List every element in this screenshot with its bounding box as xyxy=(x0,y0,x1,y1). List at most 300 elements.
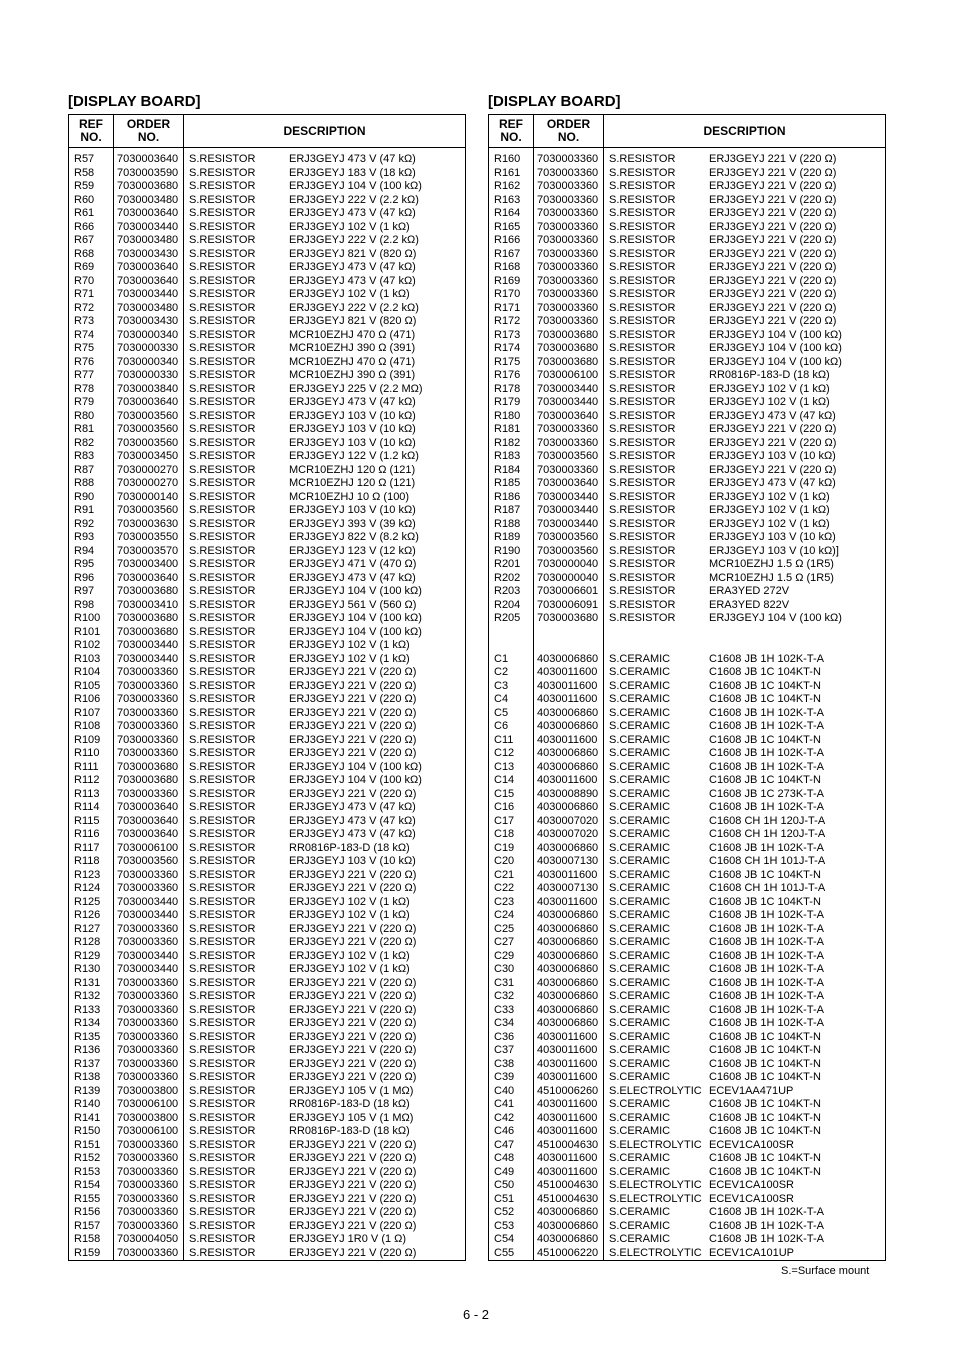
ref-no-cell: R186 xyxy=(494,490,521,503)
ref-no-cell: R152 xyxy=(74,1152,101,1164)
part-number: ERJ3GEYJ 221 V (220 Ω) xyxy=(709,166,837,179)
part-number: ERJ3GEYJ 221 V (220 Ω) xyxy=(709,180,837,192)
part-type: S.RESISTOR xyxy=(189,733,256,746)
part-number: C1608 JB 1H 102K-T-A xyxy=(709,841,824,854)
order-no-cell: 7030003680 xyxy=(537,612,599,624)
section-title: [DISPLAY BOARD] xyxy=(488,93,621,110)
description-cell xyxy=(184,1179,465,1193)
order-no-cell: 7030003680 xyxy=(117,625,179,638)
ref-no-cell: R181 xyxy=(494,423,521,435)
part-number: ERJ3GEYJ 102 V (1 kΩ) xyxy=(709,517,830,530)
part-type: S.RESISTOR xyxy=(189,963,256,975)
part-number: ERJ3GEYJ 221 V (220 Ω) xyxy=(289,1138,417,1151)
part-type: S.CERAMIC xyxy=(609,814,671,827)
description-cell xyxy=(184,1004,465,1018)
description-cell xyxy=(184,896,465,910)
order-no-cell: 7030000040 xyxy=(537,558,599,570)
part-number: ERJ3GEYJ 105 V (1 MΩ) xyxy=(289,1084,414,1097)
part-number: ERJ3GEYJ 221 V (220 Ω) xyxy=(289,922,417,935)
ref-no-cell: R83 xyxy=(74,450,95,462)
description-cell xyxy=(184,828,465,842)
part-number: ERJ3GEYJ 221 V (220 Ω) xyxy=(709,436,837,449)
part-number: ERJ3GEYJ 183 V (18 kΩ) xyxy=(289,166,416,179)
part-number: ERJ3GEYJ 393 V (39 kΩ) xyxy=(289,517,416,530)
description-cell xyxy=(184,1152,465,1166)
description-cell xyxy=(184,1206,465,1220)
part-number: C1608 JB 1H 102K-T-A xyxy=(709,976,824,989)
part-number: ERJ3GEYJ 104 V (100 kΩ) xyxy=(709,612,842,624)
part-number: ERJ3GEYJ 221 V (220 Ω) xyxy=(289,990,417,1002)
ref-no-cell: R70 xyxy=(74,274,95,287)
part-number: ERJ3GEYJ 225 V (2.2 MΩ) xyxy=(289,382,423,395)
order-no-cell: 4030006860 xyxy=(537,963,599,975)
order-no-cell xyxy=(537,626,603,640)
order-no-cell: 7030003360 xyxy=(537,207,599,219)
page-number: 6 - 2 xyxy=(463,1307,490,1322)
description-cell xyxy=(604,531,885,545)
part-type: S.RESISTOR xyxy=(189,288,256,300)
description-cell xyxy=(184,180,465,194)
ref-no-cell: R172 xyxy=(494,315,521,327)
ref-no-cell: C33 xyxy=(494,1003,515,1016)
part-type: S.RESISTOR xyxy=(189,544,256,557)
ref-no-cell: R160 xyxy=(494,153,521,165)
description-cell xyxy=(184,707,465,721)
ref-no-cell: R118 xyxy=(74,855,100,867)
part-type: S.RESISTOR xyxy=(609,261,676,273)
part-number: ERJ3GEYJ 221 V (220 Ω) xyxy=(289,1017,417,1029)
ref-no-cell: C11 xyxy=(494,733,514,746)
part-type: S.RESISTOR xyxy=(609,396,676,408)
part-type: S.CERAMIC xyxy=(609,841,671,854)
parts-table xyxy=(68,114,466,1261)
order-no-cell: 7030003360 xyxy=(117,1206,179,1218)
section-title: [DISPLAY BOARD] xyxy=(68,93,201,110)
ref-no-cell: R131 xyxy=(74,976,101,989)
description-cell xyxy=(604,909,885,923)
description-cell xyxy=(184,167,465,181)
order-no-cell: 7030006100 xyxy=(117,1098,179,1110)
ref-no-cell: R100 xyxy=(74,612,101,624)
ref-no-cell xyxy=(494,639,533,653)
description-cell xyxy=(184,761,465,775)
ref-no-cell: R129 xyxy=(74,949,101,962)
ref-no-cell: C32 xyxy=(494,990,515,1002)
order-no-cell: 4030007130 xyxy=(537,855,599,867)
ref-no-cell: R133 xyxy=(74,1003,101,1016)
ref-no-cell: R130 xyxy=(74,963,101,975)
part-number: MCR10EZHJ 10 Ω (100) xyxy=(289,490,410,503)
order-no-cell: 4030006860 xyxy=(537,990,599,1002)
description-cell xyxy=(184,450,465,464)
part-type: S.CERAMIC xyxy=(609,1098,671,1110)
description-cell xyxy=(604,923,885,937)
part-number: ERJ3GEYJ 103 V (10 kΩ) xyxy=(289,436,416,449)
ref-no-cell: C24 xyxy=(494,909,515,921)
order-no-cell: 7030003440 xyxy=(117,220,179,233)
part-number: ERJ3GEYJ 473 V (47 kΩ) xyxy=(289,801,416,813)
part-type: S.CERAMIC xyxy=(609,1111,671,1124)
part-type: S.CERAMIC xyxy=(609,1152,671,1164)
description-cell xyxy=(604,612,885,626)
part-number: C1608 JB 1H 102K-T-A xyxy=(709,1206,824,1218)
description-cell xyxy=(184,1017,465,1031)
description-column xyxy=(184,148,466,1261)
order-no-cell: 7030003430 xyxy=(117,247,179,260)
description-cell xyxy=(604,936,885,950)
ref-no-cell: R126 xyxy=(74,909,101,921)
part-type: S.RESISTOR xyxy=(189,841,256,854)
part-number: ECEV1CA100SR xyxy=(709,1192,794,1205)
description-cell xyxy=(184,329,465,343)
part-type: S.ELECTROLYTIC xyxy=(609,1192,702,1205)
part-type: S.CERAMIC xyxy=(609,774,671,786)
part-number: ERJ3GEYJ 1R0 V (1 Ω) xyxy=(289,1233,407,1245)
part-number: ECEV1CA101UP xyxy=(709,1246,794,1259)
part-type: S.CERAMIC xyxy=(609,1030,671,1043)
description-cell xyxy=(184,531,465,545)
order-no-header: ORDER NO. xyxy=(114,115,184,148)
ref-no-cell: R60 xyxy=(74,193,95,206)
ref-no-cell: R74 xyxy=(74,328,95,341)
ref-no-cell: R112 xyxy=(74,774,100,786)
ref-no-cell: C20 xyxy=(494,855,515,867)
part-number: ERJ3GEYJ 122 V (1.2 kΩ) xyxy=(289,450,419,462)
ref-no-cell: R171 xyxy=(494,301,521,314)
order-no-cell: 4030006860 xyxy=(537,801,599,813)
part-type: S.RESISTOR xyxy=(189,625,256,638)
description-cell xyxy=(604,342,885,356)
ref-no-cell: C22 xyxy=(494,882,515,894)
order-no-cell: 4030006860 xyxy=(537,747,599,759)
description-header: DESCRIPTION xyxy=(604,115,886,148)
ref-no-cell: R82 xyxy=(74,436,95,449)
ref-no-cell: R96 xyxy=(74,571,95,584)
part-number: ERJ3GEYJ 221 V (220 Ω) xyxy=(709,220,837,233)
order-no-cell: 7030000340 xyxy=(117,328,179,341)
description-cell xyxy=(184,383,465,397)
ref-no-cell: R91 xyxy=(74,504,95,516)
order-no-cell: 7030003360 xyxy=(537,274,599,287)
description-cell xyxy=(184,1044,465,1058)
part-number: RR0816P-183-D (18 kΩ) xyxy=(289,1125,410,1137)
part-type: S.RESISTOR xyxy=(609,571,676,584)
ref-no-cell: C30 xyxy=(494,963,515,975)
description-cell xyxy=(604,1071,885,1085)
order-no-cell: 7030003560 xyxy=(537,450,599,462)
part-number: ERJ3GEYJ 104 V (100 kΩ) xyxy=(709,342,842,354)
ref-no-cell: R203 xyxy=(494,585,521,597)
ref-no-cell: R124 xyxy=(74,882,101,894)
ref-no-cell: C14 xyxy=(494,774,515,786)
ref-no-cell: C39 xyxy=(494,1071,515,1083)
description-cell xyxy=(184,275,465,289)
right-parts-section xyxy=(488,92,885,1261)
ref-no-cell: R116 xyxy=(74,828,100,840)
part-type: S.RESISTOR xyxy=(189,504,256,516)
part-type: S.RESISTOR xyxy=(609,598,676,611)
description-cell xyxy=(604,180,885,194)
description-cell xyxy=(604,1031,885,1045)
part-type: S.CERAMIC xyxy=(609,828,671,840)
order-no-cell: 7030003360 xyxy=(117,922,179,935)
ref-no-cell: R155 xyxy=(74,1192,101,1205)
ref-no-cell: R67 xyxy=(74,234,95,246)
part-type: S.RESISTOR xyxy=(609,423,676,435)
order-no-cell: 7030003640 xyxy=(117,261,179,273)
part-number: MCR10EZHJ 470 Ω (471) xyxy=(289,328,416,341)
part-type: S.RESISTOR xyxy=(189,153,256,165)
part-type: S.RESISTOR xyxy=(189,612,256,624)
part-number: ERJ3GEYJ 123 V (12 kΩ) xyxy=(289,544,416,557)
part-type: S.RESISTOR xyxy=(189,517,256,530)
part-number: ERJ3GEYJ 102 V (1 kΩ) xyxy=(709,382,830,395)
description-cell xyxy=(184,491,465,505)
ref-no-cell: C41 xyxy=(494,1098,515,1110)
ref-no-cell: R169 xyxy=(494,274,521,287)
order-no-cell: 7030003560 xyxy=(117,409,179,422)
order-no-cell: 4030011600 xyxy=(537,1165,598,1178)
part-type: S.RESISTOR xyxy=(609,328,676,341)
part-type: S.CERAMIC xyxy=(609,909,671,921)
ref-no-cell: C46 xyxy=(494,1125,515,1137)
part-type: S.RESISTOR xyxy=(189,423,256,435)
order-no-cell: 7030003360 xyxy=(117,747,179,759)
part-type: S.ELECTROLYTIC xyxy=(609,1179,702,1191)
order-no-cell: 7030003560 xyxy=(537,544,599,557)
part-number: ERJ3GEYJ 221 V (220 Ω) xyxy=(289,882,417,894)
order-no-cell: 4030006860 xyxy=(537,1017,599,1029)
description-cell xyxy=(604,990,885,1004)
order-no-cell: 7030000340 xyxy=(117,355,179,368)
ref-no-cell: C29 xyxy=(494,949,515,962)
part-type: S.RESISTOR xyxy=(189,787,256,800)
part-number: ERJ3GEYJ 103 V (10 kΩ) xyxy=(289,423,416,435)
part-type: S.RESISTOR xyxy=(189,1246,256,1259)
order-no-cell: 7030003410 xyxy=(117,598,179,611)
part-type xyxy=(604,639,709,653)
part-type: S.RESISTOR xyxy=(189,895,256,908)
description-cell xyxy=(604,1085,885,1099)
order-no-cell: 7030003640 xyxy=(537,409,599,422)
part-number: ECEV1CA100SR xyxy=(709,1179,794,1191)
description-cell xyxy=(604,882,885,896)
ref-no-cell: R81 xyxy=(74,423,95,435)
ref-no-cell: R80 xyxy=(74,409,95,422)
ref-no-cell: R189 xyxy=(494,531,521,543)
part-number: ERJ3GEYJ 821 V (820 Ω) xyxy=(289,247,417,260)
part-type: S.RESISTOR xyxy=(189,1219,256,1232)
part-type: S.RESISTOR xyxy=(609,342,676,354)
order-no-cell: 7030003680 xyxy=(117,585,179,597)
part-type: S.CERAMIC xyxy=(609,733,671,746)
description-cell xyxy=(604,1058,885,1072)
part-type: S.RESISTOR xyxy=(189,1192,256,1205)
part-type: S.CERAMIC xyxy=(609,666,671,678)
part-type: S.RESISTOR xyxy=(189,639,256,651)
order-no-cell: 7030003640 xyxy=(117,801,179,813)
description-cell xyxy=(604,801,885,815)
description-cell xyxy=(604,761,885,775)
part-number: ERJ3GEYJ 471 V (470 Ω) xyxy=(289,558,417,570)
ref-no-cell: R159 xyxy=(74,1246,101,1259)
order-no-cell: 7030003360 xyxy=(117,1219,179,1232)
ref-no-cell: C52 xyxy=(494,1206,515,1218)
description-cell xyxy=(604,194,885,208)
part-type: S.RESISTOR xyxy=(609,207,676,219)
order-no-cell: 4510004630 xyxy=(537,1192,599,1205)
part-type: S.ELECTROLYTIC xyxy=(609,1084,702,1097)
description-cell xyxy=(604,329,885,343)
description-cell xyxy=(604,1166,885,1180)
part-number: ERJ3GEYJ 104 V (100 kΩ) xyxy=(289,625,422,638)
part-number: C1608 JB 1H 102K-T-A xyxy=(709,652,824,665)
description-cell xyxy=(184,356,465,370)
ref-no-cell: C47 xyxy=(494,1138,515,1151)
part-number: ERJ3GEYJ 473 V (47 kΩ) xyxy=(289,153,416,165)
order-no-cell: 7030003360 xyxy=(117,1246,179,1259)
part-type xyxy=(604,626,709,640)
description-cell xyxy=(604,518,885,532)
part-type: S.RESISTOR xyxy=(609,274,676,287)
order-no-cell xyxy=(537,639,603,653)
ref-no-cell: R101 xyxy=(74,625,101,638)
part-type: S.RESISTOR xyxy=(189,936,256,948)
description-cell xyxy=(604,558,885,572)
ref-no-cell: R182 xyxy=(494,436,521,449)
description-cell xyxy=(604,1139,885,1153)
description-cell xyxy=(184,315,465,329)
part-number: C1608 JB 1C 104KT-N xyxy=(709,1044,821,1056)
description-cell xyxy=(184,248,465,262)
order-no-cell: 7030003450 xyxy=(117,450,179,462)
part-number: C1608 JB 1H 102K-T-A xyxy=(709,922,824,935)
part-type: S.RESISTOR xyxy=(189,774,256,786)
description-cell xyxy=(604,599,885,613)
part-number: ERJ3GEYJ 221 V (220 Ω) xyxy=(289,1246,417,1259)
order-no-cell: 7030003360 xyxy=(537,288,599,300)
description-column xyxy=(604,148,886,1261)
description-cell xyxy=(184,882,465,896)
ref-no-cell: R57 xyxy=(74,153,95,165)
ref-no-cell: C19 xyxy=(494,841,515,854)
ref-no-cell: R166 xyxy=(494,234,521,246)
part-number: ERJ3GEYJ 822 V (8.2 kΩ) xyxy=(289,531,419,543)
ref-no-header: REF NO. xyxy=(489,115,534,148)
order-no-cell: 7030003360 xyxy=(537,463,599,476)
order-no-cell: 4030011600 xyxy=(537,733,598,746)
part-type: S.CERAMIC xyxy=(609,882,671,894)
part-number: ERJ3GEYJ 103 V (10 kΩ) xyxy=(289,504,416,516)
part-number: ERJ3GEYJ 221 V (220 Ω) xyxy=(289,1179,417,1191)
part-number: ERJ3GEYJ 561 V (560 Ω) xyxy=(289,598,417,611)
ref-no-cell: R139 xyxy=(74,1084,101,1097)
description-cell xyxy=(184,153,465,167)
order-no-cell: 7030003360 xyxy=(117,976,179,989)
part-number: ERJ3GEYJ 473 V (47 kΩ) xyxy=(289,814,416,827)
ref-no-cell: C31 xyxy=(494,976,515,989)
order-no-cell: 7030003360 xyxy=(537,220,599,233)
ref-no-cell: R174 xyxy=(494,342,521,354)
description-cell xyxy=(184,302,465,316)
part-number: C1608 JB 1C 104KT-N xyxy=(709,1030,821,1043)
part-number: ERJ3GEYJ 221 V (220 Ω) xyxy=(709,247,837,260)
part-type: S.CERAMIC xyxy=(609,1003,671,1016)
part-number: ECEV1AA471UP xyxy=(709,1084,794,1097)
order-no-cell: 4030011600 xyxy=(537,1044,598,1056)
part-number: MCR10EZHJ 470 Ω (471) xyxy=(289,355,416,368)
part-number: ECEV1CA100SR xyxy=(709,1138,794,1151)
description-cell xyxy=(604,383,885,397)
ref-no-cell: R104 xyxy=(74,666,101,678)
ref-no-cell: R201 xyxy=(494,558,521,570)
part-type: S.RESISTOR xyxy=(189,882,256,894)
description-cell xyxy=(184,977,465,991)
order-no-cell: 7030003640 xyxy=(117,153,179,165)
part-type: S.RESISTOR xyxy=(189,355,256,368)
part-number: MCR10EZHJ 390 Ω (391) xyxy=(289,369,416,381)
order-no-cell: 7030003800 xyxy=(117,1084,179,1097)
part-number: ERJ3GEYJ 103 V (10 kΩ)] xyxy=(709,544,839,557)
description-cell xyxy=(604,1193,885,1207)
part-number: C1608 CH 1H 101J-T-A xyxy=(709,855,826,867)
description-cell xyxy=(604,626,885,640)
part-type: S.CERAMIC xyxy=(609,693,671,705)
part-type: S.RESISTOR xyxy=(609,315,676,327)
ref-no-cell: R125 xyxy=(74,895,101,908)
description-cell xyxy=(184,477,465,491)
part-type: S.RESISTOR xyxy=(189,1125,256,1137)
order-no-cell: 4030006860 xyxy=(537,706,599,719)
order-no-cell: 7030003440 xyxy=(117,288,179,300)
part-type: S.RESISTOR xyxy=(189,814,256,827)
order-no-cell: 4030006860 xyxy=(537,909,599,921)
description-cell xyxy=(604,545,885,559)
part-number: ERJ3GEYJ 221 V (220 Ω) xyxy=(289,693,417,705)
ref-no-cell: R163 xyxy=(494,193,521,206)
part-number: C1608 JB 1C 104KT-N xyxy=(709,733,821,746)
order-no-cell: 7030003360 xyxy=(117,1044,179,1056)
part-type: S.RESISTOR xyxy=(189,801,256,813)
part-number: ERJ3GEYJ 102 V (1 kΩ) xyxy=(289,220,410,233)
part-type: S.RESISTOR xyxy=(609,450,676,462)
part-type: S.RESISTOR xyxy=(189,274,256,287)
ref-no-cell: R61 xyxy=(74,207,95,219)
part-type: S.RESISTOR xyxy=(189,828,256,840)
part-number: C1608 JB 1C 104KT-N xyxy=(709,1057,821,1070)
order-no-cell: 7030003560 xyxy=(117,855,179,867)
part-type: S.RESISTOR xyxy=(609,193,676,206)
description-cell xyxy=(184,774,465,788)
ref-no-cell: R205 xyxy=(494,612,521,624)
part-number: C1608 JB 1C 273K-T-A xyxy=(709,787,824,800)
part-number: RR0816P-183-D (18 kΩ) xyxy=(289,841,410,854)
part-type: S.RESISTOR xyxy=(609,585,676,597)
part-number: ERJ3GEYJ 222 V (2.2 kΩ) xyxy=(289,193,419,206)
order-no-cell: 7030003680 xyxy=(537,355,599,368)
ref-no-cell: C17 xyxy=(494,814,515,827)
part-number: C1608 JB 1C 104KT-N xyxy=(709,679,821,692)
part-number: C1608 JB 1C 104KT-N xyxy=(709,1098,821,1110)
description-cell xyxy=(184,950,465,964)
part-type: S.CERAMIC xyxy=(609,1206,671,1218)
order-no-cell: 7030003800 xyxy=(117,1111,179,1124)
order-no-cell: 4030011600 xyxy=(537,1152,598,1164)
order-no-cell: 4510004630 xyxy=(537,1179,599,1191)
part-number: ERJ3GEYJ 102 V (1 kΩ) xyxy=(289,909,410,921)
order-no-cell: 7030000140 xyxy=(117,490,179,503)
description-cell xyxy=(184,639,465,653)
